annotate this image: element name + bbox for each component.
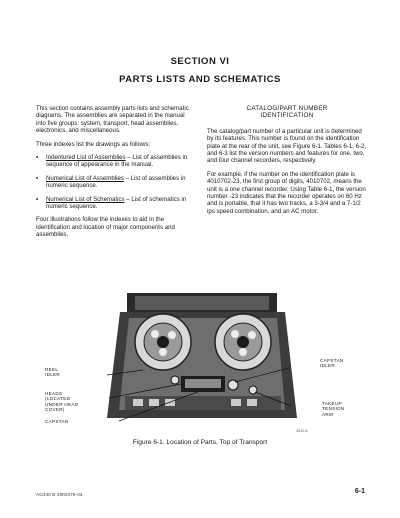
index-item-numerical-assemblies xyxy=(36,175,196,190)
index-item-text: – List of assemblies in numeric sequence. xyxy=(46,174,186,190)
capstan-idler-label xyxy=(320,358,343,369)
index-item-title: Numerical List of Schematics xyxy=(46,195,125,203)
page-number: 6-1 xyxy=(354,488,365,495)
label-line: CAPSTAN xyxy=(320,358,344,363)
section-heading: SECTION VI xyxy=(170,56,230,67)
illustrations-paragraph: Four illustrations follow the indexes to aid in the identification and location of major components and assemblies. xyxy=(36,216,175,239)
catalog-section-title xyxy=(207,105,367,120)
catalog-paragraph-1: The catalog/part number of a particular unit is determined by its features. This number is found on the identification plate at the rear of the unit, see Figure 6-1. Tables 6-1, 6-2, and 6-3 list the version numbers and features for one, two, and four channel recorders, respectively. xyxy=(207,127,367,165)
figure-caption: Figure 6-1. Location of Parts, Top of Transport xyxy=(132,439,268,446)
index-item-indentured xyxy=(36,154,196,169)
label-line: (LOCATED xyxy=(45,396,71,402)
reel-idler-label xyxy=(45,367,60,378)
label-line: HEADS xyxy=(45,391,63,396)
label-line: ARM xyxy=(322,411,334,417)
heads-label xyxy=(45,391,78,413)
footer-document-number: AG440 B 4800379-03 xyxy=(36,493,83,498)
label-line: COVER) xyxy=(45,407,65,413)
label-line: IDLER xyxy=(45,372,61,378)
catalog-title-line1: CATALOG/PART NUMBER xyxy=(246,105,328,112)
capstan-label xyxy=(45,419,68,424)
right-column xyxy=(207,105,367,221)
catalog-paragraph-2: For example, if the number on the identification plate is 4010702-23, the first group of digits, 4010702, means the unit is a one channel recorder. Using Table 6-1, the version number -23 indicates that the recorder operates on 60 Hz and is portable, that it has two tracks, a 3-3/4 and a 7-1/2 ips speed combination, and an AC motor. xyxy=(207,170,366,215)
index-item-numerical-schematics xyxy=(36,196,196,211)
takeup-arm-label xyxy=(322,401,345,417)
index-item-title: Indentured List of Assemblies xyxy=(46,154,126,162)
intro-paragraph: This section contains assembly parts lists and schematic diagrams. The assemblies are separated in the manual into five groups: system, transport, head assemblies, electronics, and miscellaneous. xyxy=(36,105,189,135)
index-item-title: Numerical List of Assemblies xyxy=(46,174,124,182)
photo-id: 1011-6 xyxy=(296,429,308,433)
label-line: IDLER xyxy=(320,363,336,369)
catalog-title-line2: IDENTIFICATION xyxy=(260,112,314,120)
bullet-icon: • xyxy=(36,154,39,162)
label-line: REEL xyxy=(45,367,59,372)
label-line: TENSION xyxy=(322,406,345,412)
label-line: CAPSTAN xyxy=(45,419,69,424)
left-column xyxy=(36,105,196,245)
label-line: TAKEUP xyxy=(322,401,342,406)
bullet-icon: • xyxy=(36,174,39,182)
indexes-intro: Three indexes list the drawings as follows: xyxy=(36,140,151,148)
index-item-text: – List of assemblies in sequence of appearance in the manual. xyxy=(46,154,188,169)
label-line: UNDER HEAD xyxy=(45,401,79,407)
page-title: PARTS LISTS AND SCHEMATICS xyxy=(119,74,281,85)
bullet-icon: • xyxy=(36,195,39,203)
index-item-text: – List of schematics in numeric sequence. xyxy=(46,195,187,211)
transport-photo xyxy=(85,290,317,432)
